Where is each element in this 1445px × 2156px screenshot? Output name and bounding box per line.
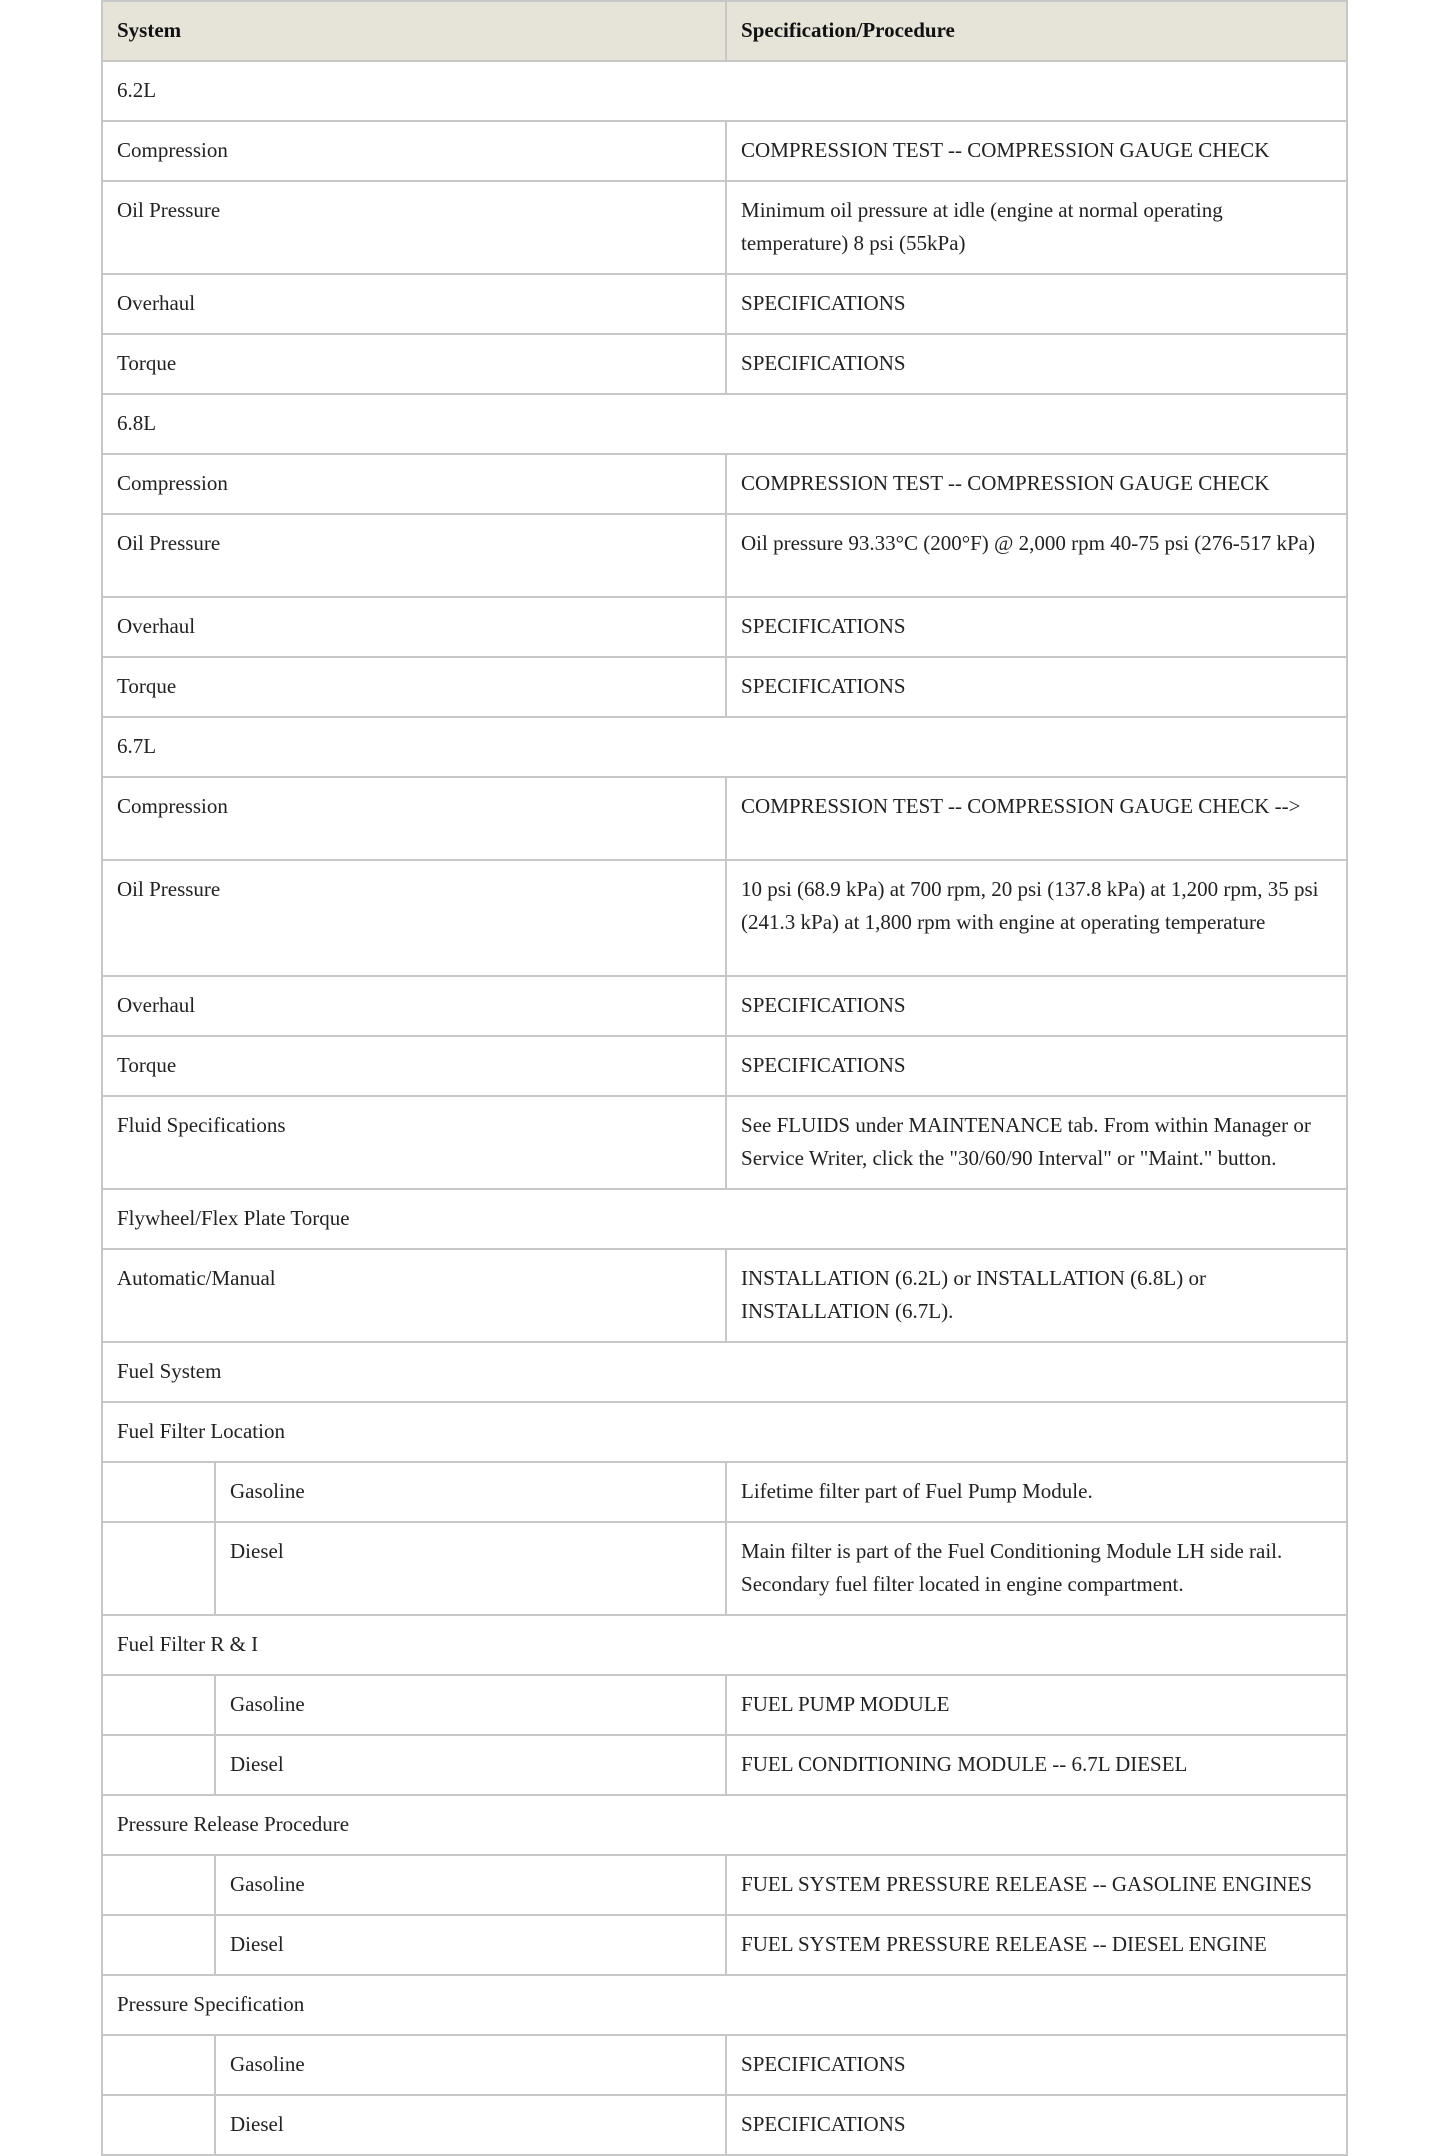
procedure-link[interactable]: FUEL SYSTEM PRESSURE RELEASE -- GASOLINE ENGINES [726,1855,1347,1915]
engine-heading: 6.2L [102,61,1347,121]
table-row [102,121,1347,181]
table-row [102,1855,1347,1915]
group-heading: Pressure Specification [102,1975,1347,2035]
engine-heading-row [102,61,1347,121]
procedure-link[interactable]: SPECIFICATIONS [726,334,1347,394]
group-heading-row [102,1975,1347,2035]
row-label: Compression [102,777,726,860]
row-label: Oil Pressure [102,181,726,274]
procedure-link[interactable]: FUEL SYSTEM PRESSURE RELEASE -- DIESEL ENGINE [726,1915,1347,1975]
section-heading: Fuel System [102,1342,1347,1402]
procedure-link[interactable]: COMPRESSION TEST -- COMPRESSION GAUGE CHECK [726,454,1347,514]
row-label: Compression [102,454,726,514]
table-header-row [102,1,1347,61]
procedure-link[interactable]: SPECIFICATIONS [726,2095,1347,2155]
row-label: Torque [102,1036,726,1096]
section-heading-row [102,1342,1347,1402]
table-row [102,454,1347,514]
group-heading: Fuel Filter Location [102,1402,1347,1462]
spacer-cell [102,1855,215,1915]
row-label: Overhaul [102,274,726,334]
group-heading: Pressure Release Procedure [102,1795,1347,1855]
row-label: Gasoline [215,1855,726,1915]
table-row [102,657,1347,717]
table-row [102,514,1347,597]
table-row [102,860,1347,976]
section-heading-row [102,1189,1347,1249]
column-header-specification: Specification/Procedure [726,1,1347,61]
table-row [102,1735,1347,1795]
table-row [102,274,1347,334]
table-row [102,1036,1347,1096]
procedure-link[interactable]: FUEL CONDITIONING MODULE -- 6.7L DIESEL [726,1735,1347,1795]
procedure-link[interactable]: FUEL PUMP MODULE [726,1675,1347,1735]
row-label: Diesel [215,2095,726,2155]
engine-heading: 6.8L [102,394,1347,454]
column-header-system: System [102,1,726,61]
spacer-cell [102,1522,215,1615]
row-label: Oil Pressure [102,514,726,597]
procedure-link[interactable]: SPECIFICATIONS [726,2035,1347,2095]
specifications-table [101,0,1348,2156]
row-label: Diesel [215,1522,726,1615]
engine-heading-row [102,717,1347,777]
group-heading-row [102,1615,1347,1675]
table-row [102,1675,1347,1735]
row-label: Torque [102,657,726,717]
table-row [102,2095,1347,2155]
table-row [102,597,1347,657]
group-heading-row [102,1402,1347,1462]
spacer-cell [102,1735,215,1795]
procedure-link[interactable]: SPECIFICATIONS [726,597,1347,657]
table-row [102,1096,1347,1189]
row-label: Fluid Specifications [102,1096,726,1189]
spacer-cell [102,1675,215,1735]
spacer-cell [102,2035,215,2095]
procedure-link[interactable]: SPECIFICATIONS [726,1036,1347,1096]
row-spec: Minimum oil pressure at idle (engine at normal operating temperature) 8 psi (55kPa) [726,181,1347,274]
row-label: Overhaul [102,597,726,657]
row-label: Diesel [215,1735,726,1795]
row-label: Diesel [215,1915,726,1975]
spacer-cell [102,1915,215,1975]
engine-heading-row [102,394,1347,454]
procedure-link[interactable]: INSTALLATION (6.2L) or INSTALLATION (6.8L) or INSTALLATION (6.7L). [726,1249,1347,1342]
table-row [102,2035,1347,2095]
row-label: Gasoline [215,1462,726,1522]
table-row [102,1462,1347,1522]
procedure-link[interactable]: COMPRESSION TEST -- COMPRESSION GAUGE CHECK [726,121,1347,181]
row-label: Gasoline [215,1675,726,1735]
procedure-link[interactable]: SPECIFICATIONS [726,274,1347,334]
row-label: Oil Pressure [102,860,726,976]
table-row [102,1915,1347,1975]
table-row [102,334,1347,394]
table-row [102,181,1347,274]
table-row [102,777,1347,860]
group-heading: Fuel Filter R & I [102,1615,1347,1675]
row-label: Gasoline [215,2035,726,2095]
row-spec: Main filter is part of the Fuel Conditioning Module LH side rail. Secondary fuel filter located in engine compartment. [726,1522,1347,1615]
procedure-link[interactable]: SPECIFICATIONS [726,657,1347,717]
procedure-link[interactable]: SPECIFICATIONS [726,976,1347,1036]
engine-heading: 6.7L [102,717,1347,777]
spacer-cell [102,2095,215,2155]
table-row [102,1249,1347,1342]
group-heading-row [102,1795,1347,1855]
row-label: Automatic/Manual [102,1249,726,1342]
row-label: Compression [102,121,726,181]
row-spec: Lifetime filter part of Fuel Pump Module. [726,1462,1347,1522]
row-spec: Oil pressure 93.33°C (200°F) @ 2,000 rpm 40-75 psi (276-517 kPa) [726,514,1347,597]
section-heading: Flywheel/Flex Plate Torque [102,1189,1347,1249]
table-row [102,1522,1347,1615]
table-row [102,976,1347,1036]
procedure-link[interactable]: COMPRESSION TEST -- COMPRESSION GAUGE CHECK --> [726,777,1347,860]
row-spec: See FLUIDS under MAINTENANCE tab. From within Manager or Service Writer, click the "30/60/90 Interval" or "Maint." button. [726,1096,1347,1189]
row-label: Overhaul [102,976,726,1036]
row-spec: 10 psi (68.9 kPa) at 700 rpm, 20 psi (137.8 kPa) at 1,200 rpm, 35 psi (241.3 kPa) at 1,800 rpm with engine at operating temperature [726,860,1347,976]
spacer-cell [102,1462,215,1522]
row-label: Torque [102,334,726,394]
